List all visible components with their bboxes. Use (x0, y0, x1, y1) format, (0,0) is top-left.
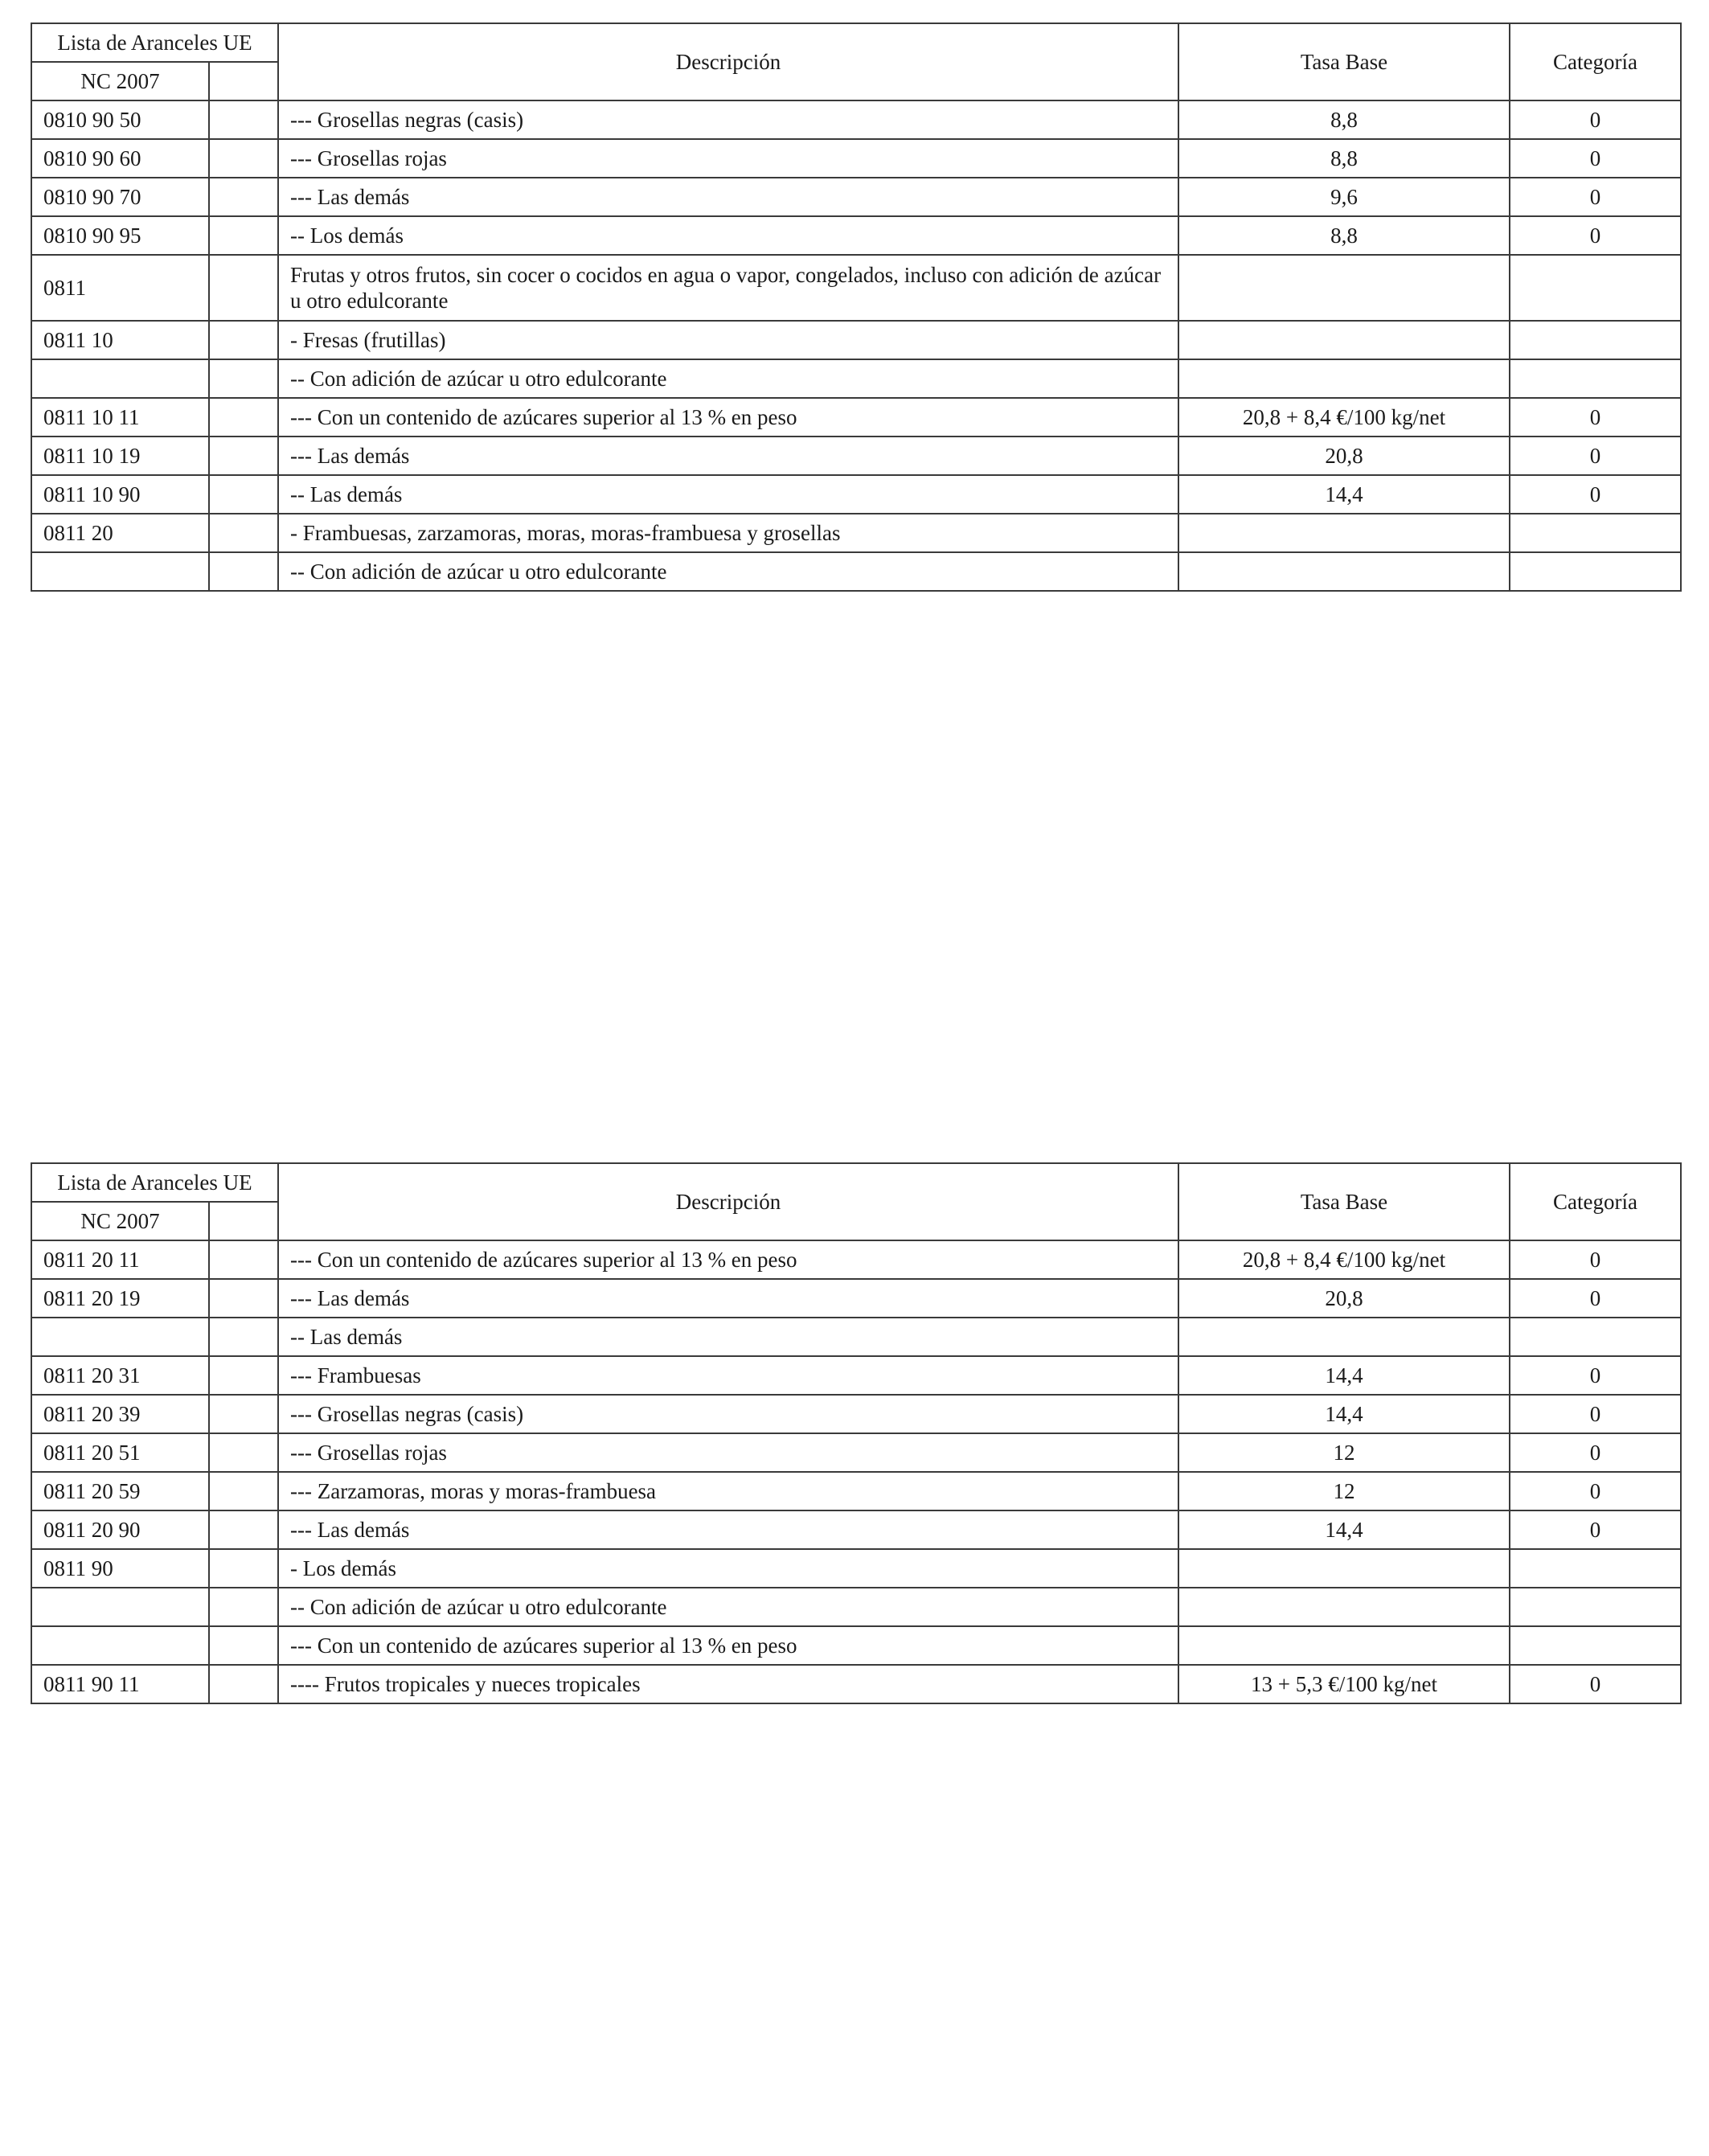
category-cell (1510, 321, 1681, 359)
extra-code-cell (209, 359, 278, 398)
nc-code-cell: 0811 10 (31, 321, 209, 359)
category-cell: 0 (1510, 1240, 1681, 1279)
description-cell: --- Zarzamoras, moras y moras-frambuesa (278, 1472, 1178, 1510)
table-row (31, 255, 1681, 321)
nc-code-cell: 0811 20 31 (31, 1356, 209, 1395)
nc-code-cell (31, 1588, 209, 1626)
category-cell: 0 (1510, 1510, 1681, 1549)
table-row (31, 1279, 1681, 1318)
description-cell: -- Los demás (278, 216, 1178, 255)
nc-code-cell: 0810 90 70 (31, 178, 209, 216)
description-cell: --- Las demás (278, 178, 1178, 216)
nc-code-cell: 0811 20 59 (31, 1472, 209, 1510)
extra-code-cell (209, 398, 278, 437)
description-cell: --- Con un contenido de azúcares superior al 13 % en peso (278, 398, 1178, 437)
base-rate-cell: 9,6 (1178, 178, 1510, 216)
category-cell: 0 (1510, 178, 1681, 216)
base-rate-cell (1178, 321, 1510, 359)
extra-code-cell (209, 1588, 278, 1626)
description-header: Descripción (278, 1163, 1178, 1240)
description-cell: - Frambuesas, zarzamoras, moras, moras-frambuesa y grosellas (278, 514, 1178, 552)
category-cell (1510, 1318, 1681, 1356)
nc-label-header: NC 2007 (31, 1202, 209, 1240)
category-cell (1510, 359, 1681, 398)
description-cell: --- Las demás (278, 437, 1178, 475)
nc-code-cell (31, 552, 209, 591)
extra-code-cell (209, 1395, 278, 1433)
nc-code-cell: 0811 (31, 255, 209, 321)
nc-code-cell (31, 1318, 209, 1356)
extra-code-cell (209, 437, 278, 475)
description-cell: --- Con un contenido de azúcares superior al 13 % en peso (278, 1626, 1178, 1665)
extra-code-cell (209, 139, 278, 178)
table-row (31, 1433, 1681, 1472)
base-rate-cell: 20,8 + 8,4 €/100 kg/net (1178, 1240, 1510, 1279)
extra-code-cell (209, 475, 278, 514)
base-rate-header: Tasa Base (1178, 1163, 1510, 1240)
nc-code-cell: 0811 10 11 (31, 398, 209, 437)
base-rate-cell (1178, 1318, 1510, 1356)
table-row (31, 1472, 1681, 1510)
category-cell (1510, 255, 1681, 321)
extra-code-cell (209, 178, 278, 216)
extra-code-cell (209, 1472, 278, 1510)
base-rate-cell: 20,8 (1178, 1279, 1510, 1318)
description-cell: --- Las demás (278, 1279, 1178, 1318)
table-row (31, 1626, 1681, 1665)
extra-code-cell (209, 1510, 278, 1549)
nc-code-cell: 0811 10 19 (31, 437, 209, 475)
extra-code-cell (209, 100, 278, 139)
description-cell: --- Con un contenido de azúcares superior al 13 % en peso (278, 1240, 1178, 1279)
extra-code-cell (209, 216, 278, 255)
extra-code-cell (209, 321, 278, 359)
tariff-table-1 (31, 23, 1682, 592)
category-cell: 0 (1510, 475, 1681, 514)
extra-code-cell (209, 1549, 278, 1588)
table-row (31, 1395, 1681, 1433)
description-cell: --- Grosellas negras (casis) (278, 1395, 1178, 1433)
nc-label-header: NC 2007 (31, 62, 209, 100)
base-rate-cell: 14,4 (1178, 475, 1510, 514)
extra-code-cell (209, 1433, 278, 1472)
description-cell: --- Las demás (278, 1510, 1178, 1549)
tariff-table-2-body (31, 1163, 1681, 1703)
base-rate-cell (1178, 514, 1510, 552)
extra-code-cell (209, 1626, 278, 1665)
tariff-table-1-body (31, 23, 1681, 591)
description-cell: -- Con adición de azúcar u otro edulcorante (278, 359, 1178, 398)
list-label-header: Lista de Aranceles UE (31, 23, 278, 62)
category-cell: 0 (1510, 1356, 1681, 1395)
category-header: Categoría (1510, 23, 1681, 100)
extra-code-cell (209, 1279, 278, 1318)
category-cell: 0 (1510, 1472, 1681, 1510)
category-cell (1510, 514, 1681, 552)
header-row (31, 1163, 1681, 1202)
description-cell: ---- Frutos tropicales y nueces tropicales (278, 1665, 1178, 1703)
base-rate-cell: 14,4 (1178, 1395, 1510, 1433)
description-cell: - Los demás (278, 1549, 1178, 1588)
header-row (31, 23, 1681, 62)
base-rate-header: Tasa Base (1178, 23, 1510, 100)
extra-code-cell (209, 1356, 278, 1395)
nc-code-cell: 0811 20 51 (31, 1433, 209, 1472)
base-rate-cell (1178, 1588, 1510, 1626)
base-rate-cell: 13 + 5,3 €/100 kg/net (1178, 1665, 1510, 1703)
description-cell: -- Con adición de azúcar u otro edulcorante (278, 1588, 1178, 1626)
table-row (31, 359, 1681, 398)
list-label-header: Lista de Aranceles UE (31, 1163, 278, 1202)
category-cell: 0 (1510, 1279, 1681, 1318)
table-row (31, 1665, 1681, 1703)
table-row (31, 475, 1681, 514)
base-rate-cell: 8,8 (1178, 139, 1510, 178)
table-row (31, 139, 1681, 178)
table-row (31, 100, 1681, 139)
category-cell: 0 (1510, 437, 1681, 475)
base-rate-cell: 12 (1178, 1472, 1510, 1510)
description-header: Descripción (278, 23, 1178, 100)
nc-code-cell: 0810 90 50 (31, 100, 209, 139)
tariff-table-2 (31, 1162, 1682, 1704)
table-row (31, 321, 1681, 359)
description-cell: Frutas y otros frutos, sin cocer o cocidos en agua o vapor, congelados, incluso con adición de azúcar u otro edulcorante (278, 255, 1178, 321)
table-row (31, 398, 1681, 437)
extra-code-cell (209, 552, 278, 591)
base-rate-cell (1178, 359, 1510, 398)
base-rate-cell (1178, 552, 1510, 591)
category-cell (1510, 1626, 1681, 1665)
nc-code-cell: 0811 90 11 (31, 1665, 209, 1703)
nc-code-cell: 0811 20 19 (31, 1279, 209, 1318)
category-cell: 0 (1510, 1433, 1681, 1472)
table-row (31, 1549, 1681, 1588)
extra-code-cell (209, 514, 278, 552)
category-cell: 0 (1510, 1665, 1681, 1703)
base-rate-cell: 8,8 (1178, 100, 1510, 139)
nc-code-cell: 0811 20 39 (31, 1395, 209, 1433)
header-spacer-cell (209, 1202, 278, 1240)
category-cell: 0 (1510, 216, 1681, 255)
description-cell: --- Grosellas negras (casis) (278, 100, 1178, 139)
table-row (31, 1588, 1681, 1626)
table-row (31, 437, 1681, 475)
description-cell: --- Grosellas rojas (278, 1433, 1178, 1472)
category-cell (1510, 1549, 1681, 1588)
base-rate-cell (1178, 1549, 1510, 1588)
nc-code-cell: 0811 20 11 (31, 1240, 209, 1279)
base-rate-cell (1178, 255, 1510, 321)
extra-code-cell (209, 1665, 278, 1703)
nc-code-cell: 0810 90 60 (31, 139, 209, 178)
nc-code-cell: 0811 20 (31, 514, 209, 552)
category-cell (1510, 552, 1681, 591)
nc-code-cell: 0811 10 90 (31, 475, 209, 514)
category-cell: 0 (1510, 398, 1681, 437)
nc-code-cell (31, 1626, 209, 1665)
description-cell: --- Frambuesas (278, 1356, 1178, 1395)
category-header: Categoría (1510, 1163, 1681, 1240)
base-rate-cell: 14,4 (1178, 1356, 1510, 1395)
header-spacer-cell (209, 62, 278, 100)
extra-code-cell (209, 1240, 278, 1279)
table-row (31, 1318, 1681, 1356)
base-rate-cell: 20,8 (1178, 437, 1510, 475)
nc-code-cell (31, 359, 209, 398)
category-cell: 0 (1510, 1395, 1681, 1433)
category-cell: 0 (1510, 100, 1681, 139)
description-cell: -- Las demás (278, 1318, 1178, 1356)
table-row (31, 216, 1681, 255)
description-cell: -- Con adición de azúcar u otro edulcorante (278, 552, 1178, 591)
category-cell: 0 (1510, 139, 1681, 178)
base-rate-cell (1178, 1626, 1510, 1665)
table-row (31, 1510, 1681, 1549)
table-row (31, 552, 1681, 591)
table-row (31, 178, 1681, 216)
base-rate-cell: 8,8 (1178, 216, 1510, 255)
nc-code-cell: 0811 20 90 (31, 1510, 209, 1549)
nc-code-cell: 0811 90 (31, 1549, 209, 1588)
table-row (31, 1240, 1681, 1279)
base-rate-cell: 20,8 + 8,4 €/100 kg/net (1178, 398, 1510, 437)
category-cell (1510, 1588, 1681, 1626)
nc-code-cell: 0810 90 95 (31, 216, 209, 255)
description-cell: - Fresas (frutillas) (278, 321, 1178, 359)
table-row (31, 1356, 1681, 1395)
extra-code-cell (209, 255, 278, 321)
description-cell: --- Grosellas rojas (278, 139, 1178, 178)
base-rate-cell: 14,4 (1178, 1510, 1510, 1549)
extra-code-cell (209, 1318, 278, 1356)
base-rate-cell: 12 (1178, 1433, 1510, 1472)
description-cell: -- Las demás (278, 475, 1178, 514)
table-row (31, 514, 1681, 552)
